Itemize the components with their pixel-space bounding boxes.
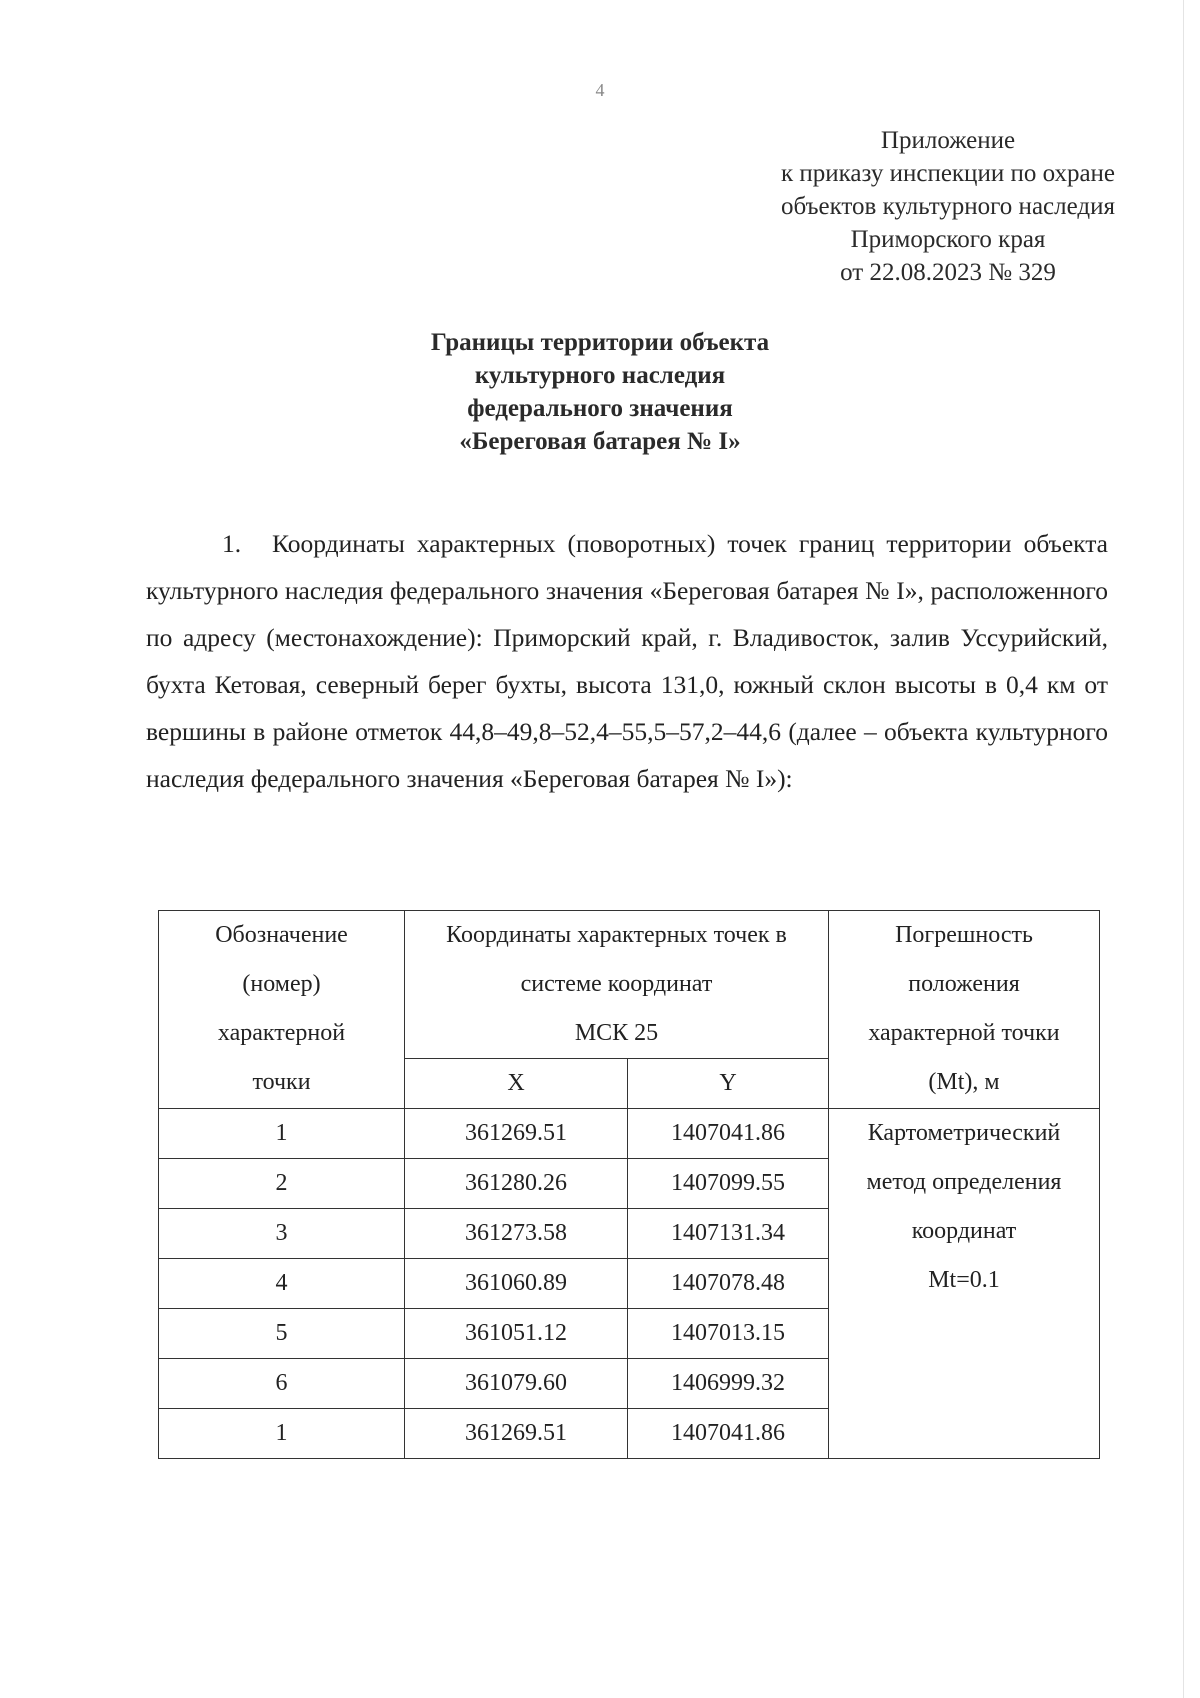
cell-x: 361280.26 xyxy=(405,1159,628,1209)
header-error xyxy=(829,911,1100,1109)
cell-y: 1407041.86 xyxy=(628,1109,829,1159)
header-point-designation xyxy=(159,911,405,1109)
cell-x: 361269.51 xyxy=(405,1409,628,1459)
cell-x: 361079.60 xyxy=(405,1359,628,1409)
cell-method xyxy=(829,1109,1100,1459)
method-line: метод определения xyxy=(866,1169,1062,1195)
header-line: (Mt), м xyxy=(928,1069,1000,1095)
appendix-line: Приложение xyxy=(880,127,1016,154)
table-header-row xyxy=(159,911,1100,1059)
method-line: координат xyxy=(911,1218,1017,1244)
cell-x: 361060.89 xyxy=(405,1259,628,1309)
title-line: культурного наследия xyxy=(474,362,726,389)
cell-y: 1407078.48 xyxy=(628,1259,829,1309)
cell-point-number: 1 xyxy=(159,1109,405,1159)
cell-y: 1407099.55 xyxy=(628,1159,829,1209)
cell-point-number: 3 xyxy=(159,1209,405,1259)
title-line: Границы территории объекта xyxy=(430,329,770,356)
title-line: федерального значения xyxy=(467,395,733,422)
cell-point-number: 5 xyxy=(159,1309,405,1359)
cell-point-number: 1 xyxy=(159,1409,405,1459)
header-line: характерной точки xyxy=(868,1020,1060,1046)
header-y: Y xyxy=(628,1059,829,1109)
table-row xyxy=(159,1109,1100,1159)
title-line: «Береговая батарея № I» xyxy=(459,428,741,455)
appendix-line: к приказу инспекции по охране xyxy=(780,160,1116,187)
document-title xyxy=(0,326,1200,458)
method-line: Mt=0.1 xyxy=(928,1267,1000,1293)
header-line: Погрешность xyxy=(895,922,1033,948)
scan-edge-line xyxy=(1183,0,1184,1698)
coordinates-table xyxy=(158,910,1100,1459)
cell-y: 1407013.15 xyxy=(628,1309,829,1359)
cell-y: 1406999.32 xyxy=(628,1359,829,1409)
header-line: положения xyxy=(908,971,1020,997)
header-line: Координаты характерных точек в xyxy=(446,922,787,948)
appendix-line: объектов культурного наследия xyxy=(781,193,1115,220)
paragraph-number: 1. xyxy=(222,529,242,558)
cell-x: 361051.12 xyxy=(405,1309,628,1359)
header-line: (номер) xyxy=(242,971,321,997)
paragraph-text: Координаты характерных (поворотных) точек границ территории объекта культурного наследия федерального значения «Береговая батарея № I», расположенного по адресу (местонахождение): Приморский край, г. Владивосток, залив Уссурийский, бухта Кетовая, северный берег бухты, высота 131,0, южный склон высоты в 0,4 км от вершины в районе отметок 44,8–49,8–52,4–55,5–57,2–44,6 (далее – объекта культурного наследия федерального значения «Береговая батарея № I»): xyxy=(146,529,1108,793)
header-line: системе координат xyxy=(520,971,713,997)
appendix-header xyxy=(748,124,1148,289)
method-line: Картометрический xyxy=(867,1120,1061,1146)
cell-point-number: 4 xyxy=(159,1259,405,1309)
appendix-line: Приморского края xyxy=(850,226,1046,253)
cell-point-number: 2 xyxy=(159,1159,405,1209)
cell-x: 361269.51 xyxy=(405,1109,628,1159)
cell-y: 1407041.86 xyxy=(628,1409,829,1459)
header-line: МСК 25 xyxy=(574,1020,659,1046)
page-number: 4 xyxy=(595,80,605,100)
cell-x: 361273.58 xyxy=(405,1209,628,1259)
cell-point-number: 6 xyxy=(159,1359,405,1409)
header-line: характерной xyxy=(217,1020,346,1046)
header-x: X xyxy=(405,1059,628,1109)
header-line: точки xyxy=(252,1069,311,1095)
coordinates-paragraph xyxy=(146,520,1108,802)
cell-y: 1407131.34 xyxy=(628,1209,829,1259)
header-line: Обозначение xyxy=(215,922,348,948)
header-coordinates xyxy=(405,911,829,1059)
appendix-line: от 22.08.2023 № 329 xyxy=(840,259,1056,286)
